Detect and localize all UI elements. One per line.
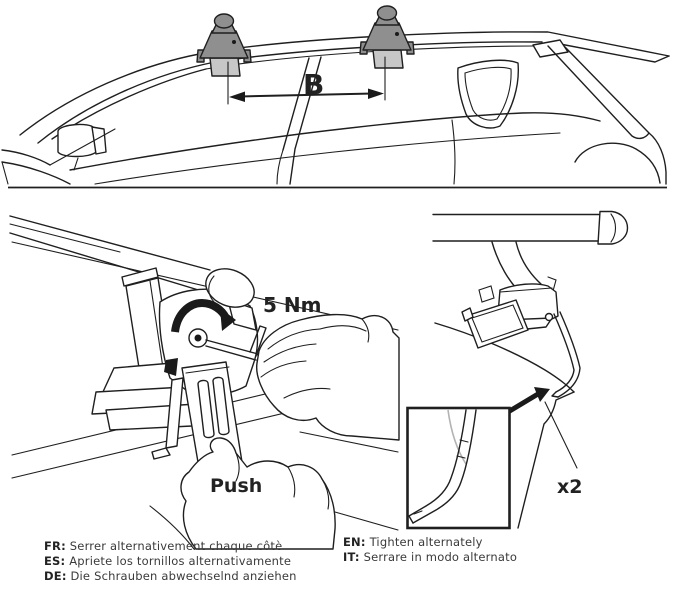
instruction-row-it bbox=[343, 550, 517, 565]
quantity-label: x2 bbox=[557, 476, 583, 498]
separator: : bbox=[61, 569, 67, 583]
instruction-row-es bbox=[44, 554, 297, 569]
instruction-row-de bbox=[44, 569, 297, 584]
instruction-text: Die Schrauben abwechselnd anziehen bbox=[70, 569, 297, 583]
instruction-text: Apriete los tornillos alternativamente bbox=[69, 554, 292, 568]
tightening-detail bbox=[10, 216, 399, 549]
instruction-row-fr bbox=[44, 539, 297, 554]
dimension-b-label: B bbox=[303, 68, 325, 101]
language-code: ES bbox=[44, 554, 61, 568]
bar-profile bbox=[433, 212, 628, 245]
foot-side-view bbox=[408, 212, 628, 529]
roof-bar-foot-left bbox=[197, 14, 251, 76]
instruction-text: Serrare in modo alternato bbox=[363, 550, 518, 564]
separator-it: : bbox=[354, 550, 360, 564]
separator: : bbox=[360, 535, 366, 549]
language-code: FR bbox=[44, 539, 62, 553]
instructions-right bbox=[343, 535, 517, 565]
separator: : bbox=[61, 539, 66, 553]
language-code: EN bbox=[343, 535, 361, 549]
hand-holding-key bbox=[257, 315, 399, 440]
hook-inset-box bbox=[408, 408, 510, 528]
separator: : bbox=[60, 554, 66, 568]
push-label: Push bbox=[210, 475, 263, 497]
roof-bracket bbox=[462, 300, 528, 348]
torque-label: 5 Nm bbox=[263, 293, 322, 317]
attachment-arrow-icon bbox=[508, 394, 538, 412]
car-side-view bbox=[2, 32, 669, 184]
instruction-text: Tighten alternately bbox=[369, 535, 483, 549]
instructions-left bbox=[44, 539, 297, 584]
instruction-row-en bbox=[343, 535, 517, 550]
language-code: DE bbox=[44, 569, 62, 583]
language-code: IT bbox=[343, 550, 355, 564]
roof-bar-foot-right bbox=[360, 6, 414, 68]
instruction-text: Serrer alternativement chaque côtè bbox=[69, 539, 283, 553]
quantity-leader-line bbox=[545, 402, 577, 468]
